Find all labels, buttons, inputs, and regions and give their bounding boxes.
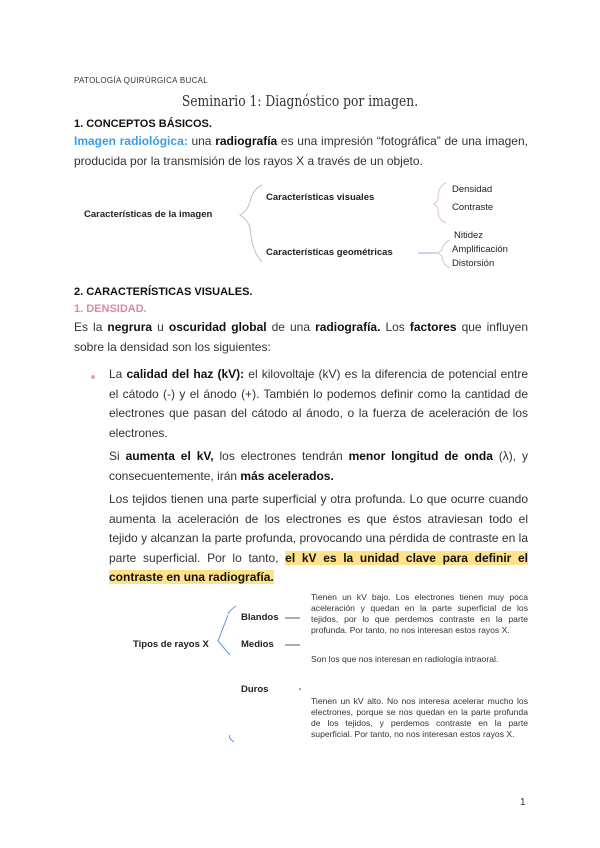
xray-type-desc: Tienen un kV bajo. Los electrones tienen muy poca aceleración y quedan en la parte superficial de los tejidos, por lo que perdemos contraste en la parte profunda. Por tanto, no nos interesan estos rayos X.	[311, 592, 528, 635]
diagram1-visual	[266, 192, 374, 203]
text: una	[187, 134, 216, 148]
text: que influyen sobre la densidad son los siguientes:	[74, 320, 528, 354]
section2-heading: 2. CARACTERÍSTICAS VISUALES.	[74, 286, 253, 298]
page-title: Seminario 1: Diagnóstico por imagen.	[181, 92, 419, 110]
bullet-icon	[91, 375, 95, 379]
text: Los tejidos tienen una parte superficial y otra profunda. Lo que ocurre cuando aumenta la aceleración de los electrones es que éstos atraviesan todo el tejido y alcanzan la parte profunda, provocando una pérdida de contraste en la parte superficial. Por lo tanto,	[109, 492, 528, 565]
visual-item: Densidad	[452, 184, 493, 195]
text: (λ), y consecuentemente, irán	[109, 449, 528, 483]
bold-text: negrura	[107, 320, 153, 334]
text: de una	[266, 320, 316, 334]
bold-text: radiografía	[215, 134, 278, 148]
text: La	[109, 367, 127, 381]
geom-label: Características geométricas	[266, 247, 393, 258]
term: Imagen radiológica:	[74, 134, 188, 148]
diagram1-root	[84, 209, 212, 220]
kv-paragraph	[109, 447, 528, 486]
intro-paragraph	[74, 318, 528, 357]
xray-type-label	[241, 612, 278, 623]
text: el kilovoltaje (kV) es la diferencia de potencial entre el cátodo (-) y el ánodo (+). También lo podemos definir como la cantidad de electrones que pasan del cátodo al ánodo, o la fuerza de aceleración de los electrones.	[109, 367, 528, 440]
label: Duros	[241, 684, 269, 695]
root-label: Características de la imagen	[84, 209, 213, 220]
geom-item: Distorsión	[452, 258, 495, 269]
xray-type-label	[241, 639, 274, 650]
text: Es la	[74, 320, 108, 334]
bold-text: oscuridad global	[168, 320, 267, 334]
course-header: PATOLOGÍA QUIRÚRGICA BUCAL	[74, 76, 209, 85]
label: Medios	[241, 639, 274, 650]
text: es una impresión “fotográfica” de una imagen, producida por la transmisión de los rayos X a través de un objeto.	[74, 134, 528, 168]
visual-label: Características visuales	[266, 192, 375, 203]
section1-heading: 1. CONCEPTOS BÁSICOS.	[74, 118, 212, 130]
root-label: Tipos de rayos X	[133, 639, 209, 650]
xray-type-label	[241, 684, 268, 695]
xray-type-desc: Son los que nos interesan en radiología intraoral.	[311, 654, 499, 664]
subsection-heading: 1. DENSIDAD.	[74, 303, 147, 315]
text: u	[152, 320, 169, 334]
diagram1-geom	[266, 247, 393, 258]
text: Los	[380, 320, 410, 334]
diagram2-root	[133, 639, 209, 650]
visual-item: Contraste	[452, 202, 494, 213]
page-number: 1	[520, 797, 526, 808]
bold-text: radiografía.	[315, 320, 381, 334]
highlighted-text: el kV es la unidad clave para definir el contraste en una radiografía.	[109, 550, 529, 584]
bold-text: más acelerados.	[240, 468, 334, 483]
bold-text: menor longitud de onda	[348, 449, 493, 463]
tissue-paragraph	[109, 490, 528, 588]
bold-text: factores	[409, 320, 457, 334]
geom-item: Nitidez	[454, 230, 484, 241]
label: Blandos	[241, 612, 279, 623]
bullet-paragraph	[109, 365, 528, 443]
xray-type-desc: Tienen un kV alto. No nos interesa acelerar mucho los electrones, porque se nos quedan en la parte profunda de los tejidos, y perdemos contraste en la parte superficial. Por tanto, no nos interesan estos rayos X.	[311, 696, 528, 739]
geom-item: Amplificación	[452, 244, 508, 255]
text: Si	[109, 449, 126, 463]
bold-text: aumenta el kV,	[125, 449, 214, 463]
text: los electrones tendrán	[213, 449, 349, 463]
bold-text: calidad del haz (kV):	[126, 367, 245, 381]
